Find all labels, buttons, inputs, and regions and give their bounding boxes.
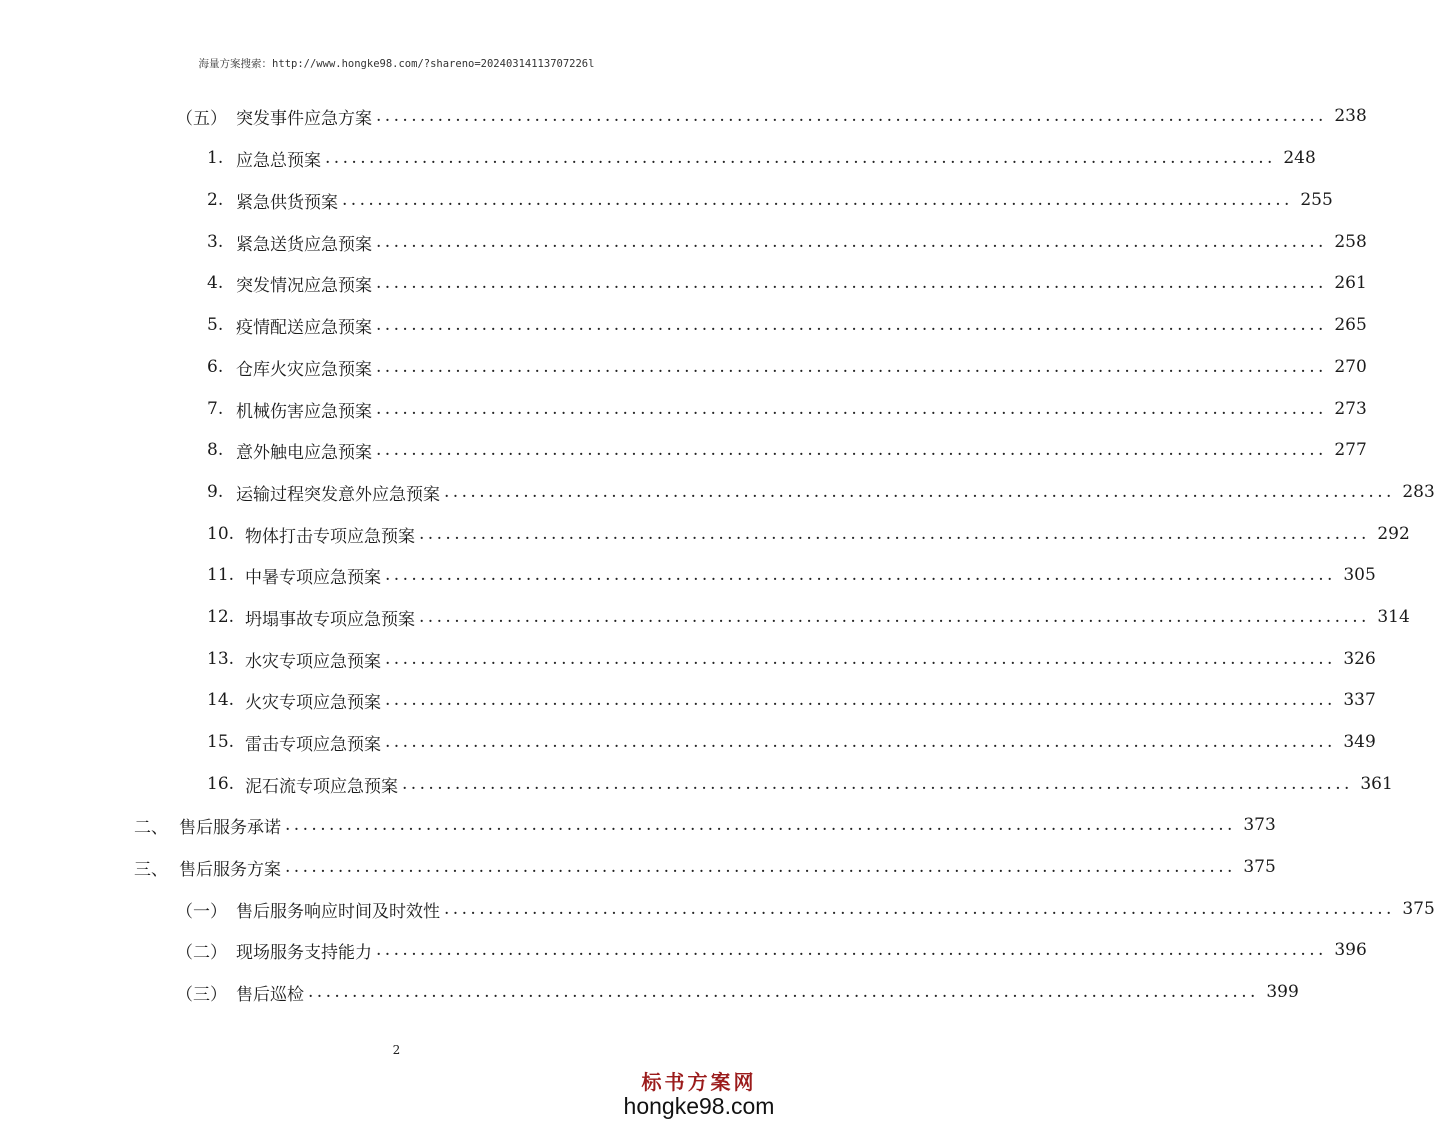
toc-dot-leader: ............................................................................................................: [376, 940, 1327, 960]
site-watermark-logo: [619, 1066, 779, 1120]
toc-entry[interactable]: [207, 389, 1367, 429]
toc-entry-page: 337: [1343, 690, 1376, 710]
toc-entry-title: 雷击专项应急预案: [245, 734, 381, 755]
toc-entry-number: （二）: [176, 942, 227, 963]
toc-dot-leader: ............................................................................................................: [376, 357, 1327, 377]
toc-entry-page: 361: [1360, 774, 1393, 794]
toc-dot-leader: ............................................................................................................: [402, 774, 1353, 794]
toc-entry-page: 255: [1300, 190, 1333, 210]
toc-entry[interactable]: [207, 680, 1376, 720]
toc-dot-leader: ............................................................................................................: [385, 732, 1336, 752]
toc-entry-number: 13.: [207, 649, 235, 669]
toc-entry-number: （三）: [176, 984, 227, 1005]
toc-entry-page: 292: [1377, 524, 1410, 544]
toc-entry-page: 396: [1334, 940, 1367, 960]
toc-entry-number: 9.: [207, 482, 224, 502]
toc-dot-leader: ............................................................................................................: [376, 273, 1327, 293]
toc-entry-page: 375: [1402, 899, 1435, 919]
toc-entry-title: 应急总预案: [236, 150, 321, 171]
toc-entry-number: 15.: [207, 732, 235, 752]
toc-entry-title: 中暑专项应急预案: [245, 567, 381, 588]
toc-entry-number: 二、: [134, 817, 168, 838]
toc-entry-title: 售后服务响应时间及时效性: [236, 901, 440, 922]
toc-dot-leader: ............................................................................................................: [325, 148, 1276, 168]
toc-entry[interactable]: [207, 305, 1367, 345]
toc-entry-title: 紧急送货应急预案: [236, 234, 372, 255]
toc-entry[interactable]: [207, 514, 1410, 554]
page-header-search-banner: 海量方案搜索：http://www.hongke98.com/?shareno=20240314113707226l: [198, 58, 595, 70]
toc-entry-page: 270: [1334, 357, 1367, 377]
toc-entry-title: 售后服务承诺: [179, 817, 281, 838]
toc-entry-number: 6.: [207, 357, 224, 377]
toc-entry-title: 紧急供货预案: [236, 192, 338, 213]
toc-entry-title: 售后服务方案: [179, 859, 281, 880]
toc-dot-leader: ............................................................................................................: [376, 106, 1327, 126]
toc-entry-number: 12.: [207, 607, 235, 627]
toc-entry[interactable]: [207, 430, 1367, 470]
toc-entry-page: 399: [1266, 982, 1299, 1002]
toc-entry-number: 5.: [207, 315, 224, 335]
page-number: 2: [392, 1043, 401, 1057]
toc-entry[interactable]: [207, 222, 1367, 262]
toc-dot-leader: ............................................................................................................: [342, 190, 1293, 210]
toc-entry-title: 物体打击专项应急预案: [245, 526, 415, 547]
toc-dot-leader: ............................................................................................................: [308, 982, 1259, 1002]
toc-entry[interactable]: [207, 138, 1316, 178]
toc-entry[interactable]: [176, 96, 1367, 136]
toc-dot-leader: ............................................................................................................: [376, 440, 1327, 460]
toc-entry-page: 273: [1334, 399, 1367, 419]
toc-entry-number: 1.: [207, 148, 224, 168]
toc-entry[interactable]: [207, 263, 1367, 303]
toc-entry[interactable]: [176, 889, 1435, 929]
toc-entry[interactable]: [207, 639, 1376, 679]
toc-entry-title: 泥石流专项应急预案: [245, 776, 398, 797]
toc-entry[interactable]: [134, 805, 1276, 845]
toc-dot-leader: ............................................................................................................: [385, 690, 1336, 710]
toc-entry[interactable]: [176, 972, 1299, 1012]
toc-entry-page: 349: [1343, 732, 1376, 752]
toc-entry[interactable]: [207, 180, 1333, 220]
toc-entry-title: 意外触电应急预案: [236, 442, 372, 463]
toc-dot-leader: ............................................................................................................: [285, 857, 1236, 877]
toc-entry-title: 疫情配送应急预案: [236, 317, 372, 338]
toc-entry-number: （五）: [176, 108, 227, 129]
toc-dot-leader: ............................................................................................................: [285, 815, 1236, 835]
toc-entry-number: 8.: [207, 440, 224, 460]
toc-entry[interactable]: [207, 555, 1376, 595]
toc-entry[interactable]: [176, 930, 1367, 970]
toc-entry[interactable]: [207, 347, 1367, 387]
toc-dot-leader: ............................................................................................................: [376, 315, 1327, 335]
toc-entry[interactable]: [207, 722, 1376, 762]
toc-dot-leader: ............................................................................................................: [385, 565, 1336, 585]
toc-entry-page: 373: [1243, 815, 1276, 835]
toc-entry[interactable]: [207, 472, 1435, 512]
toc-entry-number: 11.: [207, 565, 235, 585]
toc-entry-page: 283: [1402, 482, 1435, 502]
toc-entry-page: 238: [1334, 106, 1367, 126]
toc-entry-number: （一）: [176, 901, 227, 922]
toc-entry[interactable]: [207, 764, 1393, 804]
toc-dot-leader: ............................................................................................................: [385, 649, 1336, 669]
watermark-domain: hongke98.com: [623, 1093, 775, 1119]
toc-dot-leader: ............................................................................................................: [444, 899, 1395, 919]
toc-dot-leader: ............................................................................................................: [376, 232, 1327, 252]
toc-entry[interactable]: [134, 847, 1276, 887]
toc-entry-page: 326: [1343, 649, 1376, 669]
toc-entry-number: 3.: [207, 232, 224, 252]
toc-entry-title: 坍塌事故专项应急预案: [245, 609, 415, 630]
toc-entry-page: 258: [1334, 232, 1367, 252]
toc-entry-page: 375: [1243, 857, 1276, 877]
toc-entry[interactable]: [207, 597, 1410, 637]
toc-dot-leader: ............................................................................................................: [376, 399, 1327, 419]
toc-entry-number: 10.: [207, 524, 235, 544]
toc-entry-title: 突发事件应急方案: [236, 108, 372, 129]
toc-entry-number: 4.: [207, 273, 224, 293]
toc-entry-number: 7.: [207, 399, 224, 419]
toc-dot-leader: ............................................................................................................: [419, 524, 1370, 544]
toc-entry-title: 突发情况应急预案: [236, 275, 372, 296]
toc-entry-page: 248: [1283, 148, 1316, 168]
toc-entry-title: 现场服务支持能力: [236, 942, 372, 963]
toc-entry-number: 三、: [134, 859, 168, 880]
toc-entry-title: 运输过程突发意外应急预案: [236, 484, 440, 505]
toc-entry-title: 售后巡检: [236, 984, 304, 1005]
toc-entry-number: 14.: [207, 690, 235, 710]
toc-entry-page: 265: [1334, 315, 1367, 335]
toc-dot-leader: ............................................................................................................: [419, 607, 1370, 627]
toc-entry-page: 305: [1343, 565, 1376, 585]
toc-entry-title: 水灾专项应急预案: [245, 651, 381, 672]
toc-entry-title: 机械伤害应急预案: [236, 401, 372, 422]
toc-entry-page: 261: [1334, 273, 1367, 293]
toc-entry-number: 16.: [207, 774, 235, 794]
toc-entry-title: 火灾专项应急预案: [245, 692, 381, 713]
toc-entry-number: 2.: [207, 190, 224, 210]
toc-entry-title: 仓库火灾应急预案: [236, 359, 372, 380]
watermark-title: 标书方案网: [641, 1070, 757, 1094]
toc-dot-leader: ............................................................................................................: [444, 482, 1395, 502]
toc-entry-page: 314: [1377, 607, 1410, 627]
toc-entry-page: 277: [1334, 440, 1367, 460]
